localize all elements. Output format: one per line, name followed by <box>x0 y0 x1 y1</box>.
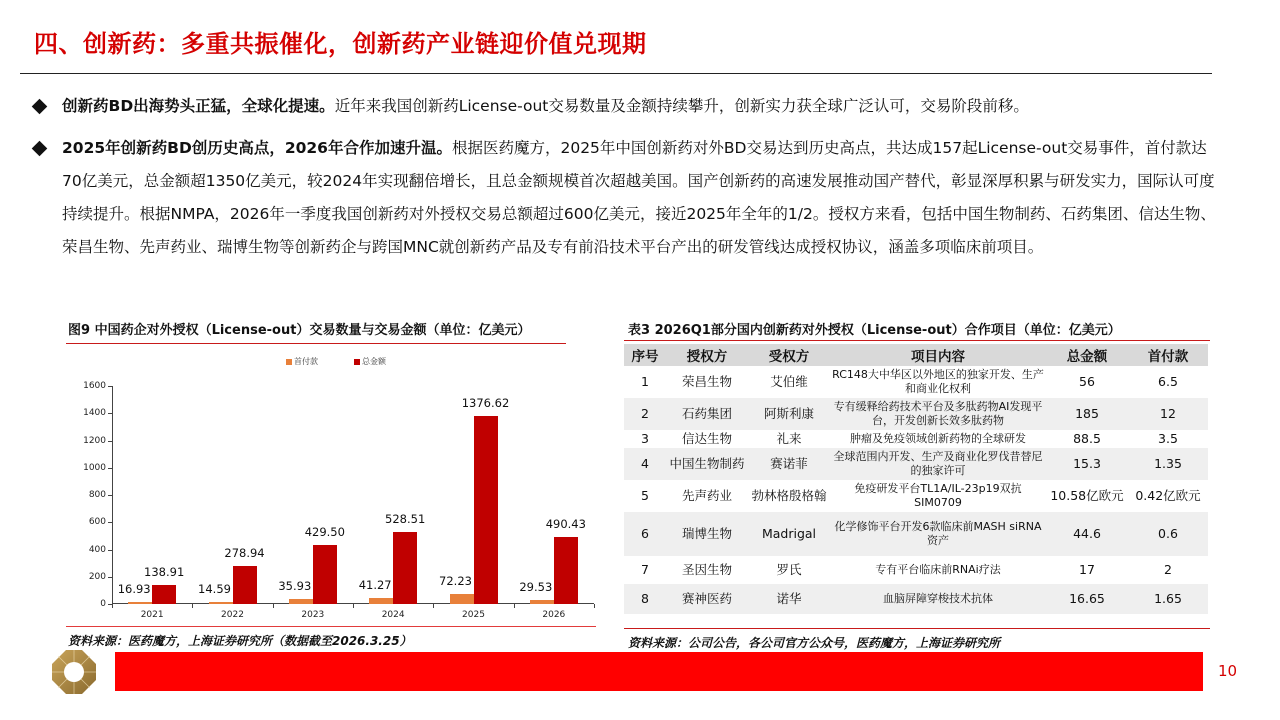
bar-value-label: 429.50 <box>304 525 345 540</box>
bullet-body: 近年来我国创新药License-out交易数量及金额持续攀升，创新实力获全球广泛认可，交易阶段前移。 <box>334 97 1029 115</box>
bar-upfront <box>209 602 233 604</box>
cell-licensee: 诺华 <box>748 584 830 614</box>
y-tick-label: 0 <box>100 599 106 609</box>
legend-swatch-icon <box>354 359 360 365</box>
table-row <box>624 430 1208 448</box>
table-row <box>624 448 1208 480</box>
cell-licensor: 圣因生物 <box>666 556 748 584</box>
y-tick <box>108 441 112 442</box>
cell-licensee: 赛诺菲 <box>748 448 830 480</box>
header-total: 总金额 <box>1046 344 1128 366</box>
cell-licensor: 石药集团 <box>666 398 748 430</box>
cell-total: 88.5 <box>1046 430 1128 448</box>
bar-value-label: 490.43 <box>545 517 586 532</box>
table-row <box>624 584 1208 614</box>
cell-upfront: 12 <box>1128 398 1208 430</box>
bullet-lead: 创新药BD出海势头正猛，全球化提速。 <box>62 97 335 115</box>
chart-legend <box>286 356 386 367</box>
cell-content: RC148大中华区以外地区的独家开发、生产和商业化权利 <box>830 366 1046 398</box>
cell-upfront: 0.42亿欧元 <box>1128 480 1208 512</box>
figure-source: 资料来源：医药魔方，上海证券研究所（数据截至2026.3.25） <box>68 634 412 648</box>
company-logo-icon <box>50 648 98 696</box>
x-tick <box>433 604 434 608</box>
y-tick <box>108 495 112 496</box>
bar-upfront <box>369 598 393 604</box>
cell-licensee: 礼来 <box>748 430 830 448</box>
bar-total <box>393 532 417 604</box>
bar-total <box>152 585 176 604</box>
cell-index: 7 <box>624 556 666 584</box>
x-tick-label: 2025 <box>462 610 485 620</box>
cell-total: 17 <box>1046 556 1128 584</box>
y-tick-label: 1600 <box>83 381 106 391</box>
y-tick <box>108 550 112 551</box>
cell-content: 专有平台临床前RNAi疗法 <box>830 556 1046 584</box>
bar-value-label: 138.91 <box>144 565 185 580</box>
cell-content: 专有缓释给药技术平台及多肽药物AI发现平台，开发创新长效多肽药物 <box>830 398 1046 430</box>
x-tick <box>273 604 274 608</box>
cell-total: 15.3 <box>1046 448 1128 480</box>
y-tick-label: 200 <box>88 571 106 582</box>
y-tick-label: 600 <box>88 517 106 528</box>
bar-total <box>313 545 337 604</box>
figure-bottom-divider <box>66 626 596 627</box>
table-row <box>624 556 1208 584</box>
license-out-table <box>624 344 1208 614</box>
x-tick-label: 2024 <box>381 610 405 620</box>
cell-total: 44.6 <box>1046 512 1128 556</box>
y-tick-label: 800 <box>88 490 106 500</box>
bar-upfront <box>450 594 474 604</box>
y-tick <box>108 468 112 469</box>
figure-title-divider <box>66 343 566 344</box>
x-tick <box>192 604 193 608</box>
cell-upfront: 6.5 <box>1128 366 1208 398</box>
cell-upfront: 3.5 <box>1128 430 1208 448</box>
x-tick-label: 2021 <box>140 610 164 620</box>
bar-value-label: 72.23 <box>439 574 472 589</box>
bar-total <box>474 416 498 604</box>
cell-licensor: 中国生物制药 <box>666 448 748 480</box>
cell-content: 肿瘤及免疫领域创新药物的全球研发 <box>830 430 1046 448</box>
bar-value-label: 35.93 <box>278 579 312 594</box>
bullet-item <box>34 90 1224 123</box>
bar-value-label: 29.53 <box>519 579 553 594</box>
cell-licensor: 瑞博生物 <box>666 512 748 556</box>
cell-content: 血脑屏障穿梭技术抗体 <box>830 584 1046 614</box>
cell-licensor: 先声药业 <box>666 480 748 512</box>
cell-licensor: 信达生物 <box>666 430 748 448</box>
y-tick-label: 1000 <box>83 462 106 473</box>
cell-index: 4 <box>624 448 666 480</box>
bar-value-label: 528.51 <box>385 511 426 526</box>
header-upfront: 首付款 <box>1128 344 1208 366</box>
cell-index: 8 <box>624 584 666 614</box>
x-tick-label: 2023 <box>301 610 325 620</box>
cell-licensee: Madrigal <box>748 512 830 556</box>
table-bottom-divider <box>624 628 1210 629</box>
y-tick <box>108 577 112 578</box>
bar-upfront <box>530 600 554 604</box>
y-tick <box>108 413 112 414</box>
bullet-item <box>34 132 1224 264</box>
footer-bar <box>115 652 1203 691</box>
table-header-row <box>624 344 1208 366</box>
y-tick <box>108 386 112 387</box>
cell-licensor: 荣昌生物 <box>666 366 748 398</box>
diamond-bullet-icon <box>32 141 48 157</box>
bar-total <box>554 537 578 604</box>
y-tick-label: 400 <box>88 544 106 555</box>
y-axis <box>112 386 113 604</box>
cell-licensee: 艾伯维 <box>748 366 830 398</box>
bullet-lead: 2025年创新药BD创历史高点，2026年合作加速升温。 <box>62 139 452 157</box>
table-row <box>624 480 1208 512</box>
y-tick-label: 1400 <box>83 408 106 419</box>
cell-index: 1 <box>624 366 666 398</box>
y-tick-label: 1200 <box>83 435 106 446</box>
cell-total: 10.58亿欧元 <box>1046 480 1128 512</box>
page-number: 10 <box>1218 662 1238 680</box>
bar-value-label: 41.27 <box>358 578 392 593</box>
cell-content: 化学修饰平台开发6款临床前MASH siRNA资产 <box>830 512 1046 556</box>
cell-total: 16.65 <box>1046 584 1128 614</box>
cell-content: 全球范围内开发、生产及商业化罗伐昔替尼的独家许可 <box>830 448 1046 480</box>
table-source: 资料来源：公司公告，各公司官方公众号，医药魔方，上海证券研究所 <box>628 636 1001 650</box>
table-row <box>624 398 1208 430</box>
cell-licensee: 阿斯利康 <box>748 398 830 430</box>
table-title: 表3 2026Q1部分国内创新药对外授权（License-out）合作项目（单位：亿美元） <box>628 323 1121 338</box>
cell-content: 免疫研发平台TL1A/IL-23p19双抗SIM0709 <box>830 480 1046 512</box>
table-row <box>624 512 1208 556</box>
cell-index: 2 <box>624 398 666 430</box>
cell-index: 3 <box>624 430 666 448</box>
diamond-bullet-icon <box>32 99 48 115</box>
cell-index: 5 <box>624 480 666 512</box>
cell-upfront: 1.65 <box>1128 584 1208 614</box>
x-tick <box>353 604 354 608</box>
cell-index: 6 <box>624 512 666 556</box>
legend-item <box>354 356 386 367</box>
bar-total <box>233 566 257 604</box>
legend-swatch-icon <box>286 359 292 365</box>
bullet-body: 根据医药魔方，2025年中国创新药对外BD交易达到历史高点，共达成157起License-out交易事件，首付款达70亿美元，总金额超1350亿美元，较2024年实现翻倍增长，且总金额规模首次超越美国。国产创新药的高速发展推动国产替代，彰显深厚积累与研发实力，国际认可度持续提升。根据NMPA，2026年一季度我国创新药对外授权交易总额超过600亿美元，接近2025年全年的1/2。授权方来看，包括中国生物制药、石药集团、信达生物、荣昌生物、先声药业、瑞博生物等创新药企与跨国MNC就创新药产品及专有前沿技术平台产出的研发管线达成授权协议，涵盖多项临床前项目。 <box>62 139 1216 256</box>
cell-upfront: 1.35 <box>1128 448 1208 480</box>
header-licensee: 受权方 <box>748 344 830 366</box>
bar-value-label: 14.59 <box>198 582 231 596</box>
cell-licensee: 勃林格殷格翰 <box>748 480 830 512</box>
cell-licensor: 赛神医药 <box>666 584 748 614</box>
legend-label: 总金额 <box>362 357 386 366</box>
bar-value-label: 278.94 <box>224 545 265 560</box>
x-tick <box>514 604 515 608</box>
legend-item <box>286 356 318 367</box>
table-row <box>624 366 1208 398</box>
bullet-list <box>34 90 1224 264</box>
bar-upfront <box>128 602 152 604</box>
header-licensor: 授权方 <box>666 344 748 366</box>
header-content: 项目内容 <box>830 344 1046 366</box>
cell-total: 56 <box>1046 366 1128 398</box>
chart-plot-area <box>83 381 594 620</box>
bar-value-label: 16.93 <box>117 581 151 596</box>
header-index: 序号 <box>624 344 666 366</box>
x-tick <box>594 604 595 608</box>
cell-total: 185 <box>1046 398 1128 430</box>
cell-licensee: 罗氏 <box>748 556 830 584</box>
page-title: 四、创新药：多重共振催化，创新药产业链迎价值兑现期 <box>34 30 647 58</box>
bar-chart <box>66 350 606 626</box>
figure-title: 图9 中国药企对外授权（License-out）交易数量与交易金额（单位：亿美元） <box>68 323 531 338</box>
y-tick <box>108 522 112 523</box>
bar-upfront <box>289 599 313 604</box>
cell-upfront: 0.6 <box>1128 512 1208 556</box>
x-tick-label: 2022 <box>221 610 244 620</box>
x-tick-label: 2026 <box>542 610 566 620</box>
title-divider <box>20 73 1212 74</box>
cell-upfront: 2 <box>1128 556 1208 584</box>
bar-value-label: 1376.62 <box>461 396 510 411</box>
x-tick <box>112 604 113 608</box>
legend-label: 首付款 <box>294 357 318 366</box>
table-title-divider <box>624 340 1210 341</box>
